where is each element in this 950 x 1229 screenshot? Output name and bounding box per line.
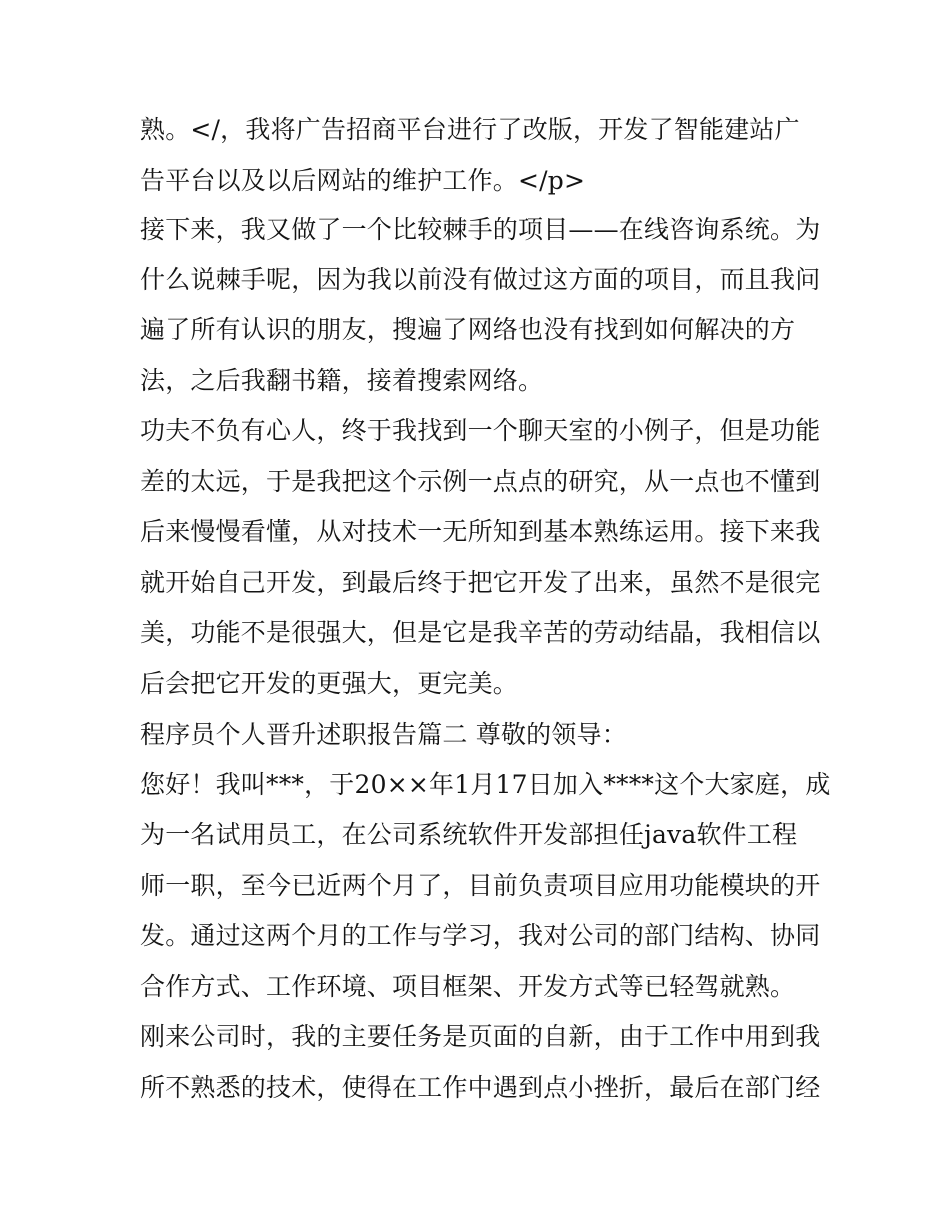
text-line: 合作方式、工作环境、项目框架、开发方式等已轻驾就熟。 (140, 972, 796, 1001)
text-line: 法，之后我翻书籍，接着搜索网络。 (140, 366, 544, 395)
text-line: 所不熟悉的技术，使得在工作中遇到点小挫折，最后在部门经 (140, 1073, 821, 1102)
text-line: 为一名试用员工，在公司系统软件开发部担任java软件工程 (140, 820, 798, 849)
text-line: 接下来，我又做了一个比较棘手的项目——在线咨询系统。为 (140, 215, 821, 244)
text-line: 差的太远，于是我把这个示例一点点的研究，从一点也不懂到 (140, 467, 821, 496)
text-line: 您好！我叫***，于20××年1月17日加入****这个大家庭，成 (140, 770, 831, 799)
text-line: 刚来公司时，我的主要任务是页面的自新，由于工作中用到我 (140, 1022, 821, 1051)
text-line: 后会把它开发的更强大，更完美。 (140, 669, 519, 698)
text-line: 师一职，至今已近两个月了，目前负责项目应用功能模块的开 (140, 871, 821, 900)
text-line: 美，功能不是很强大，但是它是我辛苦的劳动结晶，我相信以 (140, 618, 821, 647)
text-line: 什么说棘手呢，因为我以前没有做过这方面的项目，而且我问 (140, 265, 821, 294)
text-line: 发。通过这两个月的工作与学习，我对公司的部门结构、协同 (140, 921, 821, 950)
section-heading: 程序员个人晋升述职报告篇二 尊敬的领导： (140, 720, 627, 749)
text-line: 功夫不负有心人，终于我找到一个聊天室的小例子，但是功能 (140, 416, 821, 445)
text-line: 告平台以及以后网站的维护工作。</p> (140, 166, 586, 195)
text-line: 就开始自己开发，到最后终于把它开发了出来，虽然不是很完 (140, 568, 821, 597)
text-line: 熟。</，我将广告招商平台进行了改版，开发了智能建站广 (140, 115, 800, 144)
text-line: 后来慢慢看懂，从对技术一无所知到基本熟练运用。接下来我 (140, 517, 821, 546)
text-line: 遍了所有认识的朋友，搜遍了网络也没有找到如何解决的方 (140, 315, 796, 344)
